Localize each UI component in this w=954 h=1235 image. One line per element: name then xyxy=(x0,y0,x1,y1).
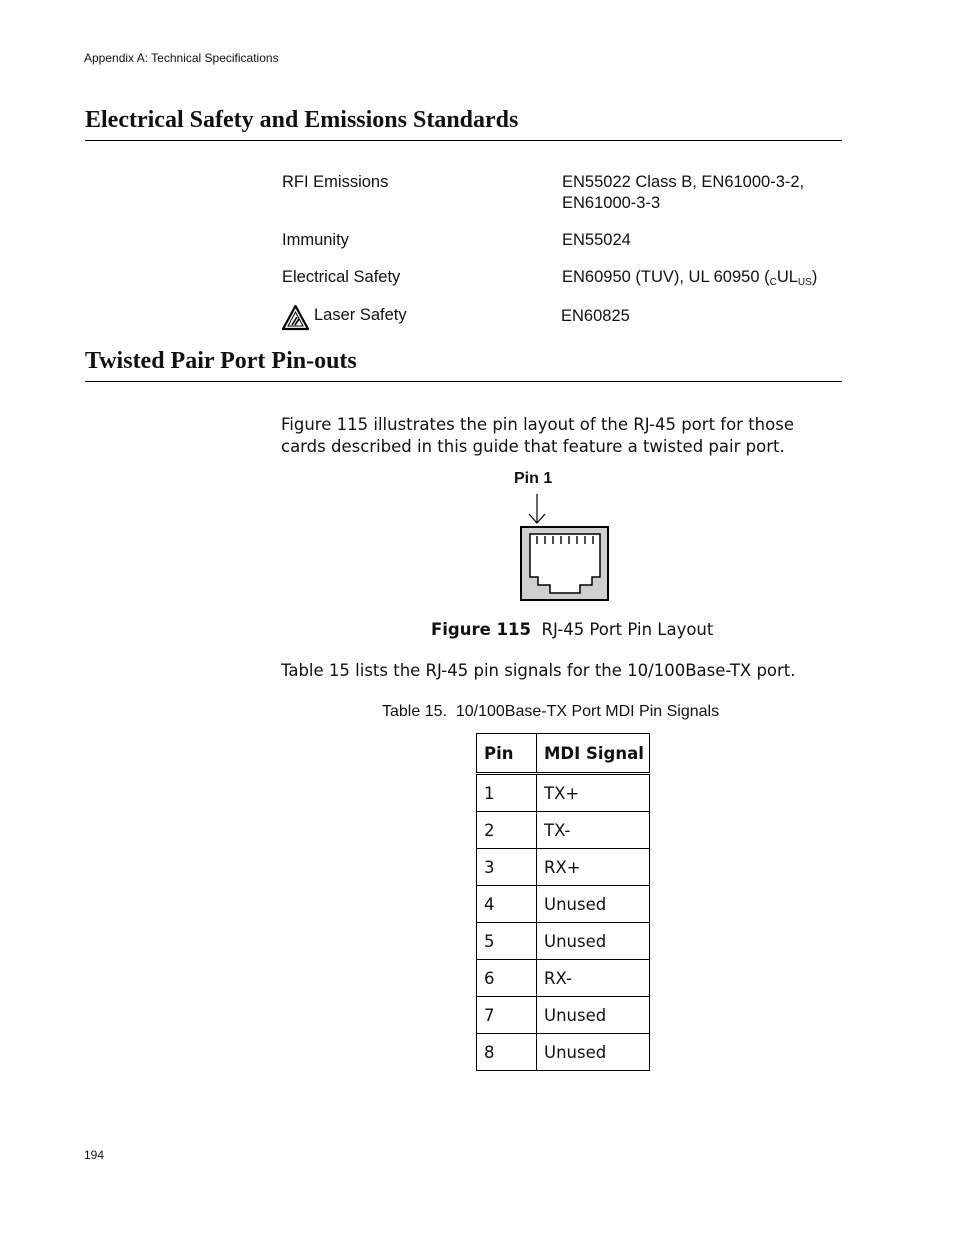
pin-cell: 2 xyxy=(477,812,537,849)
pin-cell: 5 xyxy=(477,923,537,960)
rj45-port-diagram xyxy=(520,492,612,604)
pin-cell: 4 xyxy=(477,886,537,923)
intro-paragraph: Figure 115 illustrates the pin layout of the RJ-45 port for those cards described in this guide that feature a twisted pair port. xyxy=(281,415,794,456)
figure-caption-text: RJ-45 Port Pin Layout xyxy=(541,620,714,639)
pin-cell: 8 xyxy=(477,1034,537,1071)
table-row xyxy=(477,923,650,960)
signal-cell: Unused xyxy=(537,997,650,1034)
table-row xyxy=(477,960,650,997)
spec-value-rfi-line1: EN55022 Class B, EN61000-3-2, xyxy=(562,173,805,191)
figure-caption xyxy=(431,620,713,639)
table-row xyxy=(477,886,650,923)
signal-cell: RX+ xyxy=(537,849,650,886)
spec-value-immunity: EN55024 xyxy=(562,231,631,249)
cul-mark-us: US xyxy=(797,277,812,288)
running-header: Appendix A: Technical Specifications xyxy=(84,51,279,65)
spec-value-electrical-prefix: EN60950 (TUV), UL 60950 ( xyxy=(562,268,770,286)
pin-cell: 7 xyxy=(477,997,537,1034)
heading-rule xyxy=(85,381,842,382)
column-header-mdi-signal: MDI Signal xyxy=(537,734,650,774)
pin-signal-table xyxy=(476,733,650,1071)
pin-cell: 3 xyxy=(477,849,537,886)
figure-number: Figure 115 xyxy=(431,620,531,639)
table-row xyxy=(477,812,650,849)
signal-cell: TX- xyxy=(537,812,650,849)
spec-label-laser: Laser Safety xyxy=(314,306,407,324)
spec-value-rfi xyxy=(562,172,804,214)
signal-cell: RX- xyxy=(537,960,650,997)
warning-triangle-icon xyxy=(281,304,310,331)
signal-cell: Unused xyxy=(537,886,650,923)
signal-cell: TX+ xyxy=(537,774,650,812)
spec-value-electrical xyxy=(562,267,817,293)
table-intro-paragraph: Table 15 lists the RJ-45 pin signals for the 10/100Base-TX port. xyxy=(281,661,796,680)
port-socket xyxy=(530,534,600,593)
pin-cell: 6 xyxy=(477,960,537,997)
cul-mark-ul: UL xyxy=(776,268,798,286)
table-row xyxy=(477,1034,650,1071)
section-heading-pinouts: Twisted Pair Port Pin-outs xyxy=(85,348,357,374)
table-title: Table 15. 10/100Base-TX Port MDI Pin Signals xyxy=(382,703,720,720)
spec-value-laser: EN60825 xyxy=(561,307,630,325)
pin1-label: Pin 1 xyxy=(514,470,553,487)
table-row xyxy=(477,849,650,886)
spec-value-electrical-suffix: ) xyxy=(811,268,818,286)
cul-mark-c: C xyxy=(769,277,777,288)
spec-value-rfi-line2: EN61000-3-3 xyxy=(562,194,661,212)
table-row xyxy=(477,774,650,812)
spec-label-rfi: RFI Emissions xyxy=(282,173,389,191)
heading-rule xyxy=(85,140,842,141)
page-number: 194 xyxy=(84,1148,105,1162)
table-row xyxy=(477,997,650,1034)
table-header-row xyxy=(477,734,650,774)
column-header-pin: Pin xyxy=(477,734,537,774)
section-heading-safety: Electrical Safety and Emissions Standards xyxy=(85,107,519,133)
signal-cell: Unused xyxy=(537,923,650,960)
spec-label-immunity: Immunity xyxy=(282,231,349,249)
pin-cell: 1 xyxy=(477,774,537,812)
signal-cell: Unused xyxy=(537,1034,650,1071)
spec-label-electrical: Electrical Safety xyxy=(282,268,401,286)
